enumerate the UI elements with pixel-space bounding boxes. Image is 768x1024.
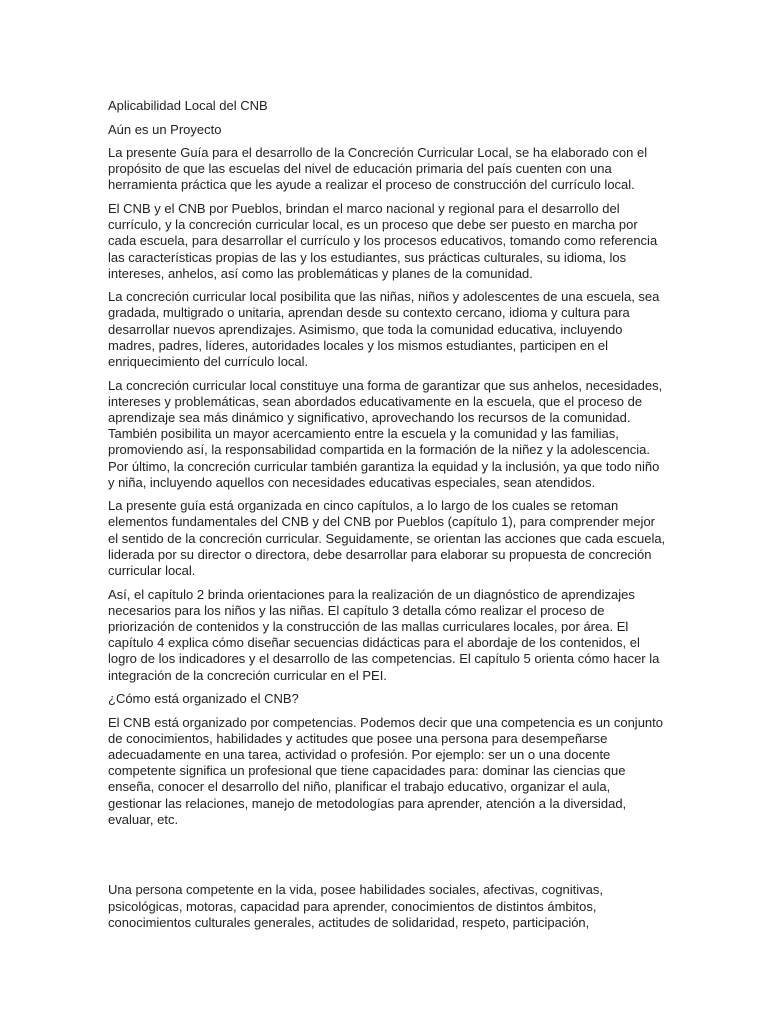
document-page — [108, 98, 666, 938]
paragraph-cnb-framework: El CNB y el CNB por Pueblos, brindan el marco nacional y regional para el desarrollo del currículo, y la concreción curricular local, es un proceso que debe ser puesto en marcha por cada escuela, para desarrollar el currículo y los procesos educativos, tomando como referencia las características propias de las y los estudiantes, sus prácticas culturales, su idioma, los intereses, anhelos, así como las problemáticas y planes de la comunidad. — [108, 200, 658, 281]
paragraph-intro: La presente Guía para el desarrollo de la Concreción Curricular Local, se ha elaborado con el propósito de que las escuelas del nivel de educación primaria del país cuenten con una herramienta práctica que les ayude a realizar el proceso de construcción del currículo local. — [108, 145, 648, 193]
blank-space — [108, 835, 666, 882]
paragraph-organization: La presente guía está organizada en cinco capítulos, a lo largo de los cuales se retoman elementos fundamentales del CNB y del CNB por Pueblos (capítulo 1), para comprender mejor el sentido de la concreción curricular. Seguidamente, se orientan las acciones que cada escuela, liderada por su director o directora, debe desarrollar para elaborar su propuesta de concreción curricular local. — [108, 498, 666, 579]
section-question: ¿Cómo está organizado el CNB? — [108, 691, 299, 707]
paragraph-guarantee: La concreción curricular local constituye una forma de garantizar que sus anhelos, necesidades, intereses y problemáticas, sean abordados educativamente en la escuela, que el proceso de aprendizaje sea más dinámico y significativo, aprovechando los recursos de la comunidad. También posibilita un mayor acercamiento entre la escuela y la comunidad y las familias, promoviendo así, la responsabilidad compartida en la formación de la niñez y la adolescencia. Por último, la concreción curricular también garantiza la equidad y la inclusión, ya que todo niño y niña, incluyendo aquellos con necesidades educativas especiales, sean atendidos. — [108, 377, 663, 490]
paragraph-competent-person: Una persona competente en la vida, posee habilidades sociales, afectivas, cognitivas, psicológicas, motoras, capacidad para aprender, conocimientos de distintos ámbitos, conocimientos culturales generales, actitudes de solidaridad, respeto, participación, — [108, 882, 604, 930]
paragraph-chapters: Así, el capítulo 2 brinda orientaciones para la realización de un diagnóstico de aprendizajes necesarios para los niños y las niñas. El capítulo 3 detalla cómo realizar el proceso de priorización de contenidos y la construcción de las mallas curriculares locales, por área. El capítulo 4 explica cómo diseñar secuencias didácticas para el abordaje de los contenidos, el logro de los indicadores y el desarrollo de las competencias. El capítulo 5 orienta cómo hacer la integración de la concreción curricular en el PEI. — [108, 586, 660, 683]
document-subtitle: Aún es un Proyecto — [108, 121, 222, 137]
paragraph-competencies: El CNB está organizado por competencias. Podemos decir que una competencia es un conjunto de conocimientos, habilidades y actitudes que posee una persona para desempeñarse adecuadamente en una tarea, actividad o profesión. Por ejemplo: ser un o una docente competente significa un profesional que tiene capacidades para: dominar las ciencias que enseña, conocer el desarrollo del niño, planificar el trabajo educativo, organizar el aula, gestionar las relaciones, manejo de metodologías para aprender, atención a la diversidad, evaluar, etc. — [108, 714, 663, 827]
document-title: Aplicabilidad Local del CNB — [108, 98, 268, 113]
paragraph-local-learning: La concreción curricular local posibilita que las niñas, niños y adolescentes de una escuela, sea gradada, multigrado o unitaria, aprendan desde su contexto cercano, idioma y cultura para desarrollar nuevos aprendizajes. Asimismo, que toda la comunidad educativa, incluyendo madres, padres, líderes, autoridades locales y los mismos estudiantes, participen en el enriquecimiento del currículo local. — [108, 289, 660, 370]
